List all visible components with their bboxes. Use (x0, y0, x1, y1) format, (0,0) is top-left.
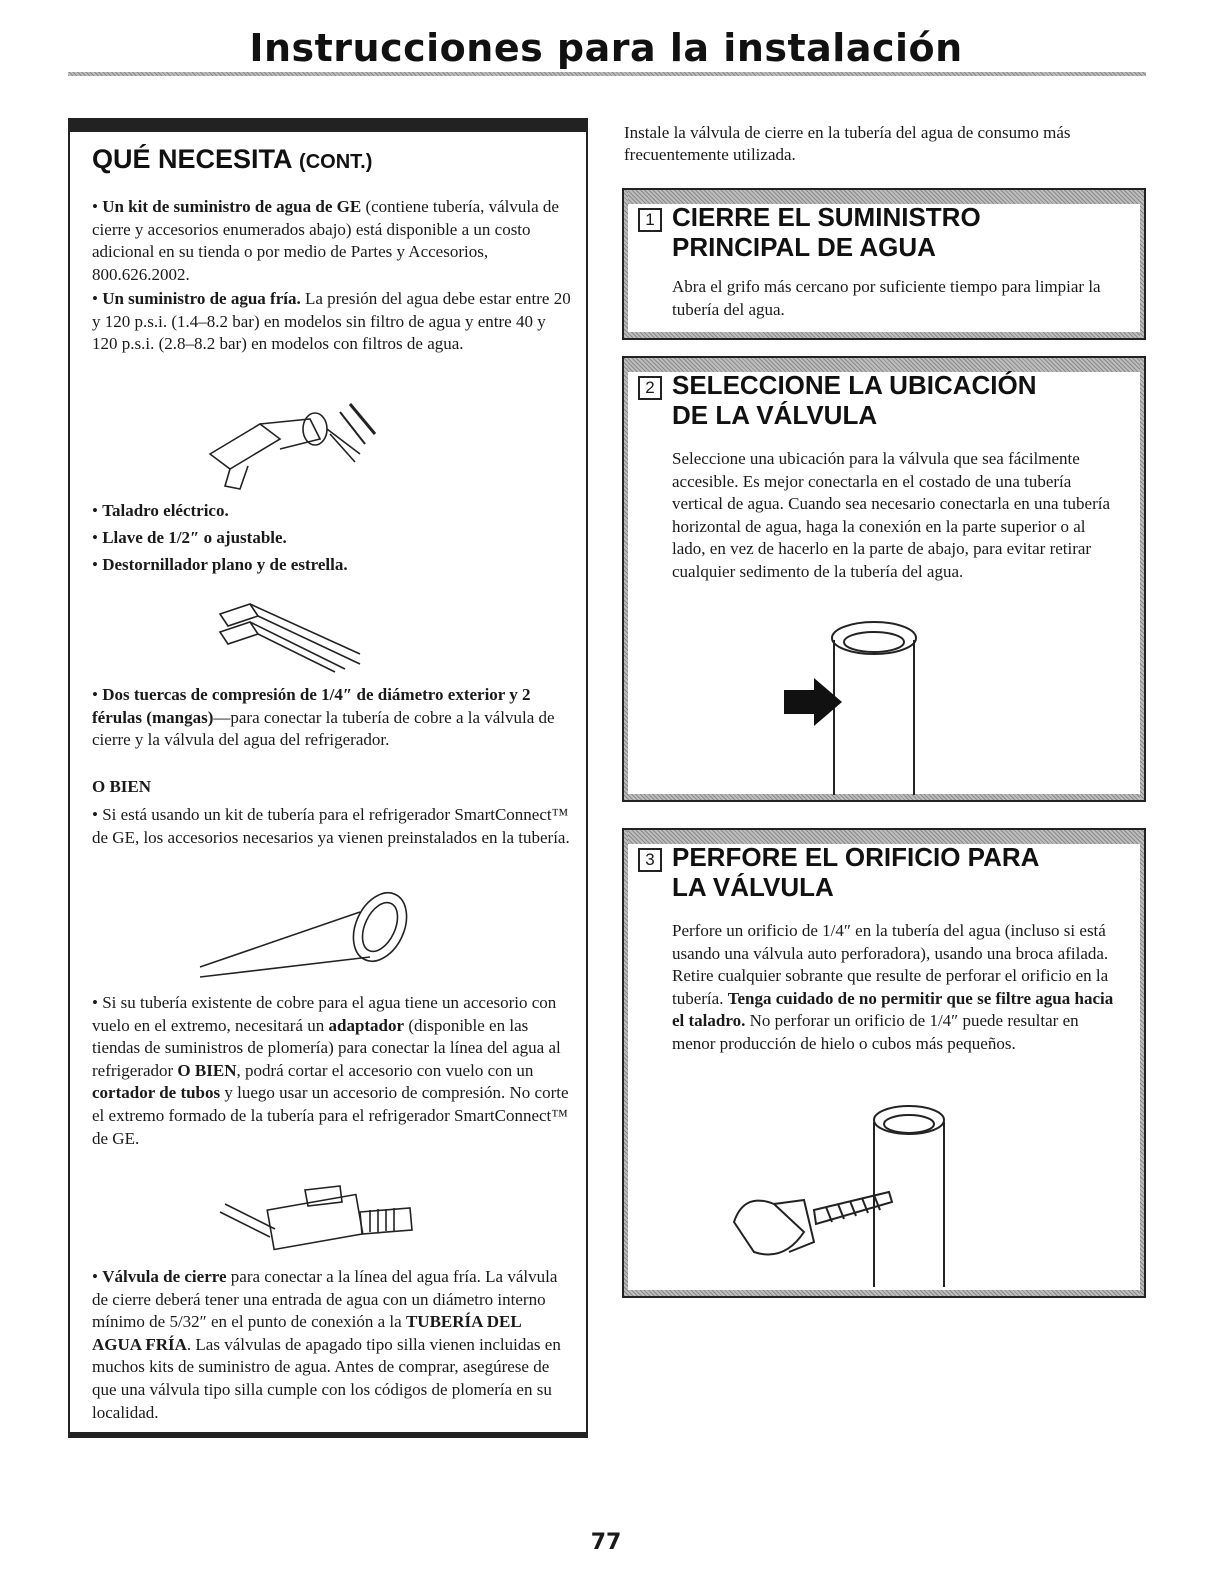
step-3-heading: PERFORE EL ORIFICIO PARA LA VÁLVULA (672, 842, 1040, 902)
drill-illustration (200, 394, 380, 494)
step-1-body: Abra el grifo más cercano por suficiente tiempo para limpiar la tubería del agua. (672, 277, 1101, 319)
list-item-flared-fitting: • Si su tubería existente de cobre para el agua tiene un accesorio con vuelo en el extremo, necesitará un adaptador (disponible en las tiendas de suministros de plomería) para conectar la línea del agua al refrigerador O BIEN, podrá cortar el accesorio con vuelo con un cortador de tubos y luego usar un accesorio de compresión. No corte el extremo formado de la tubería para el refrigerador SmartConnect™ de GE. (92, 993, 569, 1148)
step-number: 1 (638, 208, 662, 232)
or-label: O BIEN (92, 777, 152, 796)
list-item-smartconnect: • Si está usando un kit de tubería para el refrigerador SmartConnect™ de GE, los accesorios necesarios ya vienen preinstalados en la tubería. (92, 805, 570, 847)
step-1-box (622, 188, 1146, 340)
list-item-wrench: • Llave de 1/2″ o ajustable. (92, 528, 287, 547)
step-2-body: Seleccione una ubicación para la válvula que sea fácilmente accesible. Es mejor conectarla en el costado de una tubería vertical de agua. Cuando sea necesario conectarla en una tubería horizontal de agua, haga la conexión en la parte superior o al lado, en vez de hacerlo en la parte de abajo, para evitar retirar cualquier sedimento de la tubería del agua. (672, 449, 1110, 581)
list-item-compression-nuts: • Dos tuercas de compresión de 1/4″ de diámetro exterior y 2 férulas (mangas)—para conectar la tubería de cobre a la válvula de cierre y la válvula del agua del refrigerador. (92, 685, 555, 750)
what-you-need-heading: QUÉ NECESITA (CONT.) (92, 144, 373, 174)
step-2-box (622, 356, 1146, 802)
step-1-heading: CIERRE EL SUMINISTRO PRINCIPAL DE AGUA (672, 202, 981, 262)
list-item-drill: • Taladro eléctrico. (92, 501, 229, 520)
pipe-arrow-illustration (784, 620, 924, 800)
step-number: 2 (638, 376, 662, 400)
right-intro-text: Instale la válvula de cierre en la tubería del agua de consumo más frecuentemente utilizada. (624, 123, 1071, 164)
ferrules-illustration (210, 594, 380, 674)
list-item-screwdriver: • Destornillador plano y de estrella. (92, 555, 348, 574)
shutoff-valve-illustration (210, 1182, 440, 1262)
list-item-water-kit: • Un kit de suministro de agua de GE (contiene tubería, válvula de cierre y accesorios enumerados abajo) está disponible a un costo adicional en su tienda o por medio de Partes y Accesorios, 800.626.2002. (92, 197, 559, 284)
step-number: 3 (638, 848, 662, 872)
title-rule (68, 72, 1146, 76)
page-number: 77 (590, 1530, 622, 1555)
step-3-body: Perfore un orificio de 1/4″ en la tubería del agua (incluso si está usando una válvula auto perforadora), usando una broca afilada. Retire cualquier sobrante que resulte de perforar el orificio en la tubería. Tenga cuidado de no permitir que se filtre agua hacia el taladro. No perforar un orificio de 1/4″ puede resultar en menor producción de hielo o cubos más pequeños. (672, 921, 1114, 1053)
list-item-shutoff-valve: • Válvula de cierre para conectar a la línea del agua fría. La válvula de cierre deberá tener una entrada de agua con un diámetro interno mínimo de 5/32″ en el punto de conexión a la TUBERÍA DEL AGUA FRÍA. Las válvulas de apagado tipo silla vienen incluidas en muchos kits de suministro de agua. Antes de comprar, asegúrese de que una válvula tipo silla cumple con los códigos de plomería en su localidad. (92, 1267, 561, 1422)
step-3-box (622, 828, 1146, 1298)
step-2-heading: SELECCIONE LA UBICACIÓN DE LA VÁLVULA (672, 370, 1037, 430)
page-title: Instrucciones para la instalación (249, 26, 963, 70)
list-item-cold-water: • Un suministro de agua fría. La presión del agua debe estar entre 20 y 120 p.s.i. (1.4–8.2 bar) en modelos sin filtro de agua y entre 40 y 120 p.s.i. (2.8–8.2 bar) en modelos con filtros de agua. (92, 289, 571, 354)
what-you-need-box (68, 118, 588, 1438)
tubing-illustration (190, 872, 420, 982)
drilling-pipe-illustration (704, 1092, 984, 1292)
